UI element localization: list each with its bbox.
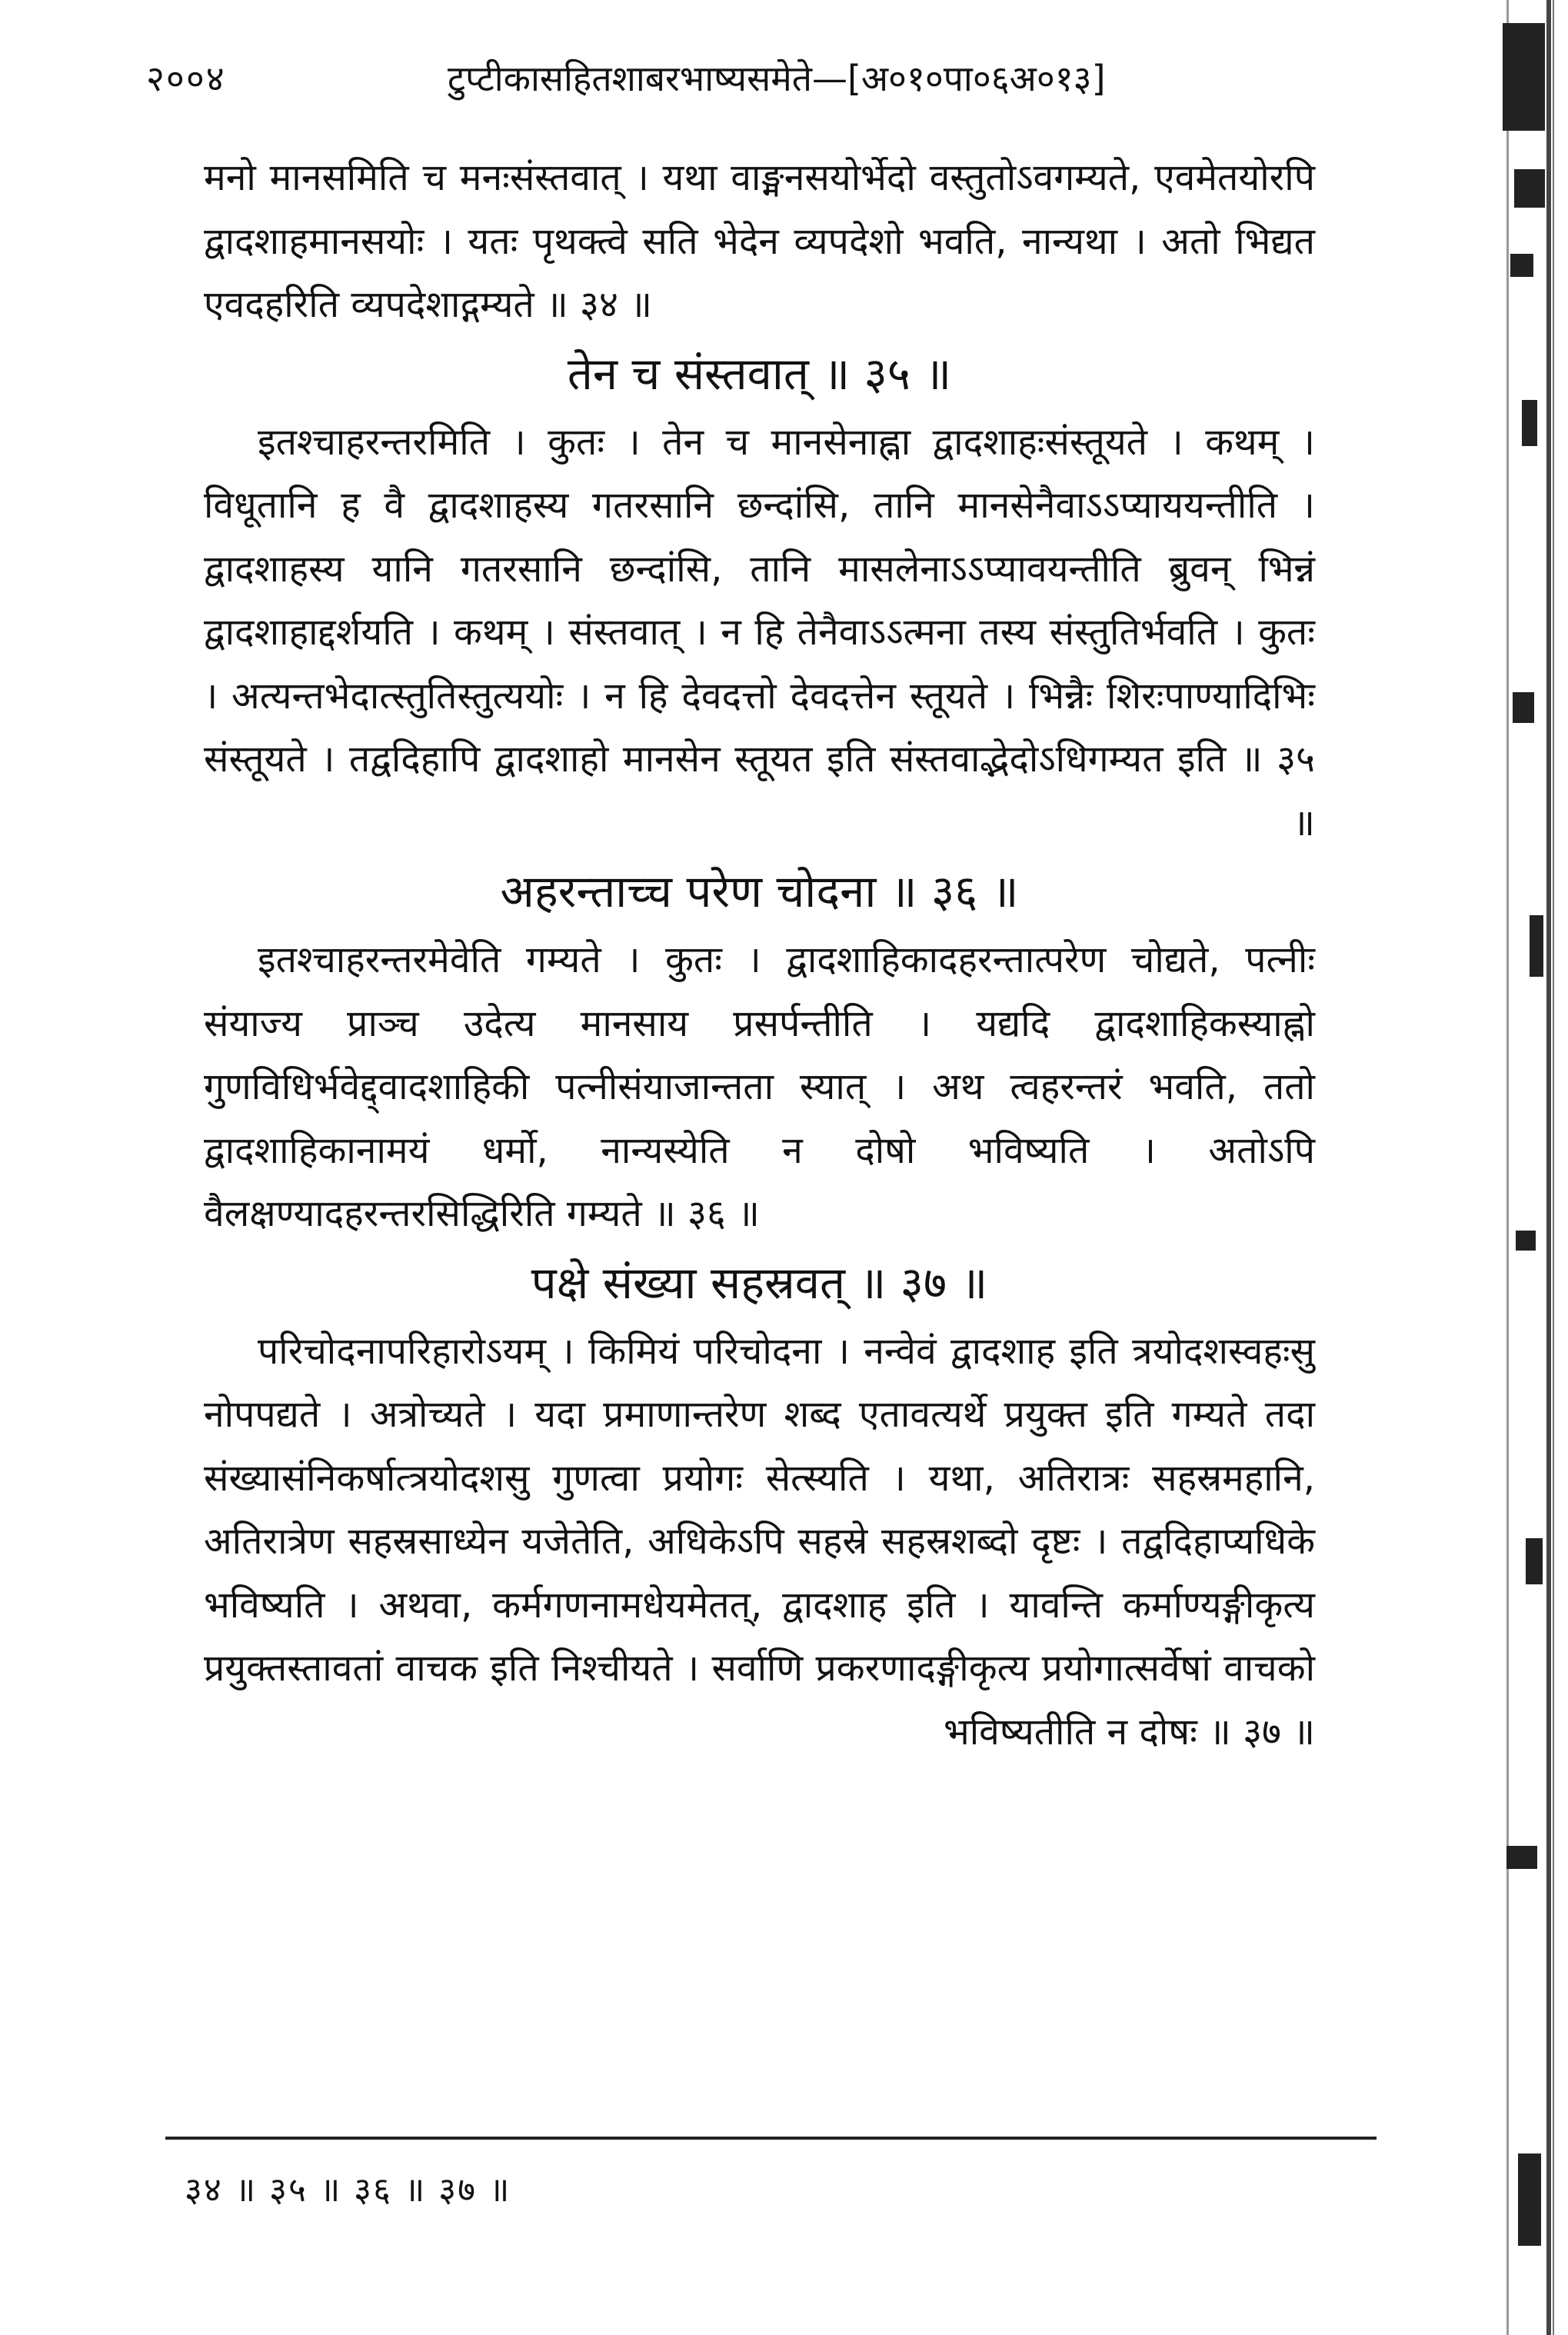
commentary-35: इतश्चाहरन्तरमिति । कुतः । तेन च मानसेनाह्ना द्वादशाहःसंस्तूयते । कथम् । विधूतानि ह वै द्वादशाहस्य गतरसानि छन्दांसि, तानि मानसेनैवाऽऽप्याययन्तीति । द्वादशाहस्य यानि गतरसानि छन्दांसि, तानि मासलेनाऽऽप्यावयन्तीति ब्रुवन् भिन्नं द्वादशाहाद्दर्शयति । कथम् । संस्तवात् । न हि तेनैवाऽऽत्मना तस्य संस्तुतिर्भवति । कुतः । अत्यन्तभेदात्स्तुतिस्तुत्ययोः । न हि देवदत्तो देवदत्तेन स्तूयते । भिन्नैः शिरःपाण्यादिभिः संस्तूयते । तद्वदिहापि द्वादशाहो मानसेन स्तूयत इति संस्तवाद्भेदोऽधिगम्यत इति ॥ ३५ ॥	[204, 420, 1315, 844]
page-body	[204, 146, 1315, 1764]
sutra-36: अहरन्ताच्च परेण चोदना ॥ ३६ ॥	[500, 865, 1019, 918]
sutra-35: तेन च संस्तवात् ॥ ३५ ॥	[567, 347, 952, 400]
footnote-rule	[165, 2137, 1377, 2140]
page-header	[146, 46, 1377, 115]
commentary-34-end: मनो मानसमिति च मनःसंस्तवात् । यथा वाङ्मनसयोर्भेदो वस्तुतोऽवगम्यते, एवमेतयोरपि द्वादशाहमानसयोः । यतः पृथक्त्वे सति भेदेन व्यपदेशो भवति, नान्यथा । अतो भिद्यत एवदहरिति व्यपदेशाद्गम्यते ॥ ३४ ॥	[204, 156, 1315, 326]
sutra-37: पक्षे संख्या सहस्रवत् ॥ ३७ ॥	[531, 1256, 988, 1309]
scan-edge-noise	[1499, 0, 1568, 2335]
commentary-37: परिचोदनापरिहारोऽयम् । किमियं परिचोदना । नन्वेवं द्वादशाह इति त्रयोदशस्वहःसु नोपपद्यते । अत्रोच्यते । यदा प्रमाणान्तरेण शब्द एतावत्यर्थे प्रयुक्त इति गम्यते तदा संख्यासंनिकर्षात्त्रयोदशसु गुणत्वा प्रयोगः सेत्स्यति । यथा, अतिरात्रः सहस्रमहानि, अतिरात्रेण सहस्रसाध्येन यजेतेति, अधिकेऽपि सहस्रे सहस्रशब्दो दृष्टः । तद्वदिहाप्यधिके भविष्यति । अथवा, कर्मगणनामधेयमेतत्, द्वादशाह इति । यावन्ति कर्माण्यङ्गीकृत्य प्रयुक्तस्तावतां वाचक इति निश्चीयते । सर्वाणि प्रकरणादङ्गीकृत्य प्रयोगात्सर्वेषां वाचको भविष्यतीति न दोषः ॥ ३७ ॥	[204, 1329, 1315, 1754]
commentary-36: इतश्चाहरन्तरमेवेति गम्यते । कुतः । द्वादशाहिकादहरन्तात्परेण चोद्यते, पत्नीः संयाज्य प्राञ्च उदेत्य मानसाय प्रसर्पन्तीति । यद्यदि द्वादशाहिकस्याह्नो गुणविधिर्भवेद्द्वादशाहिकी पत्नीसंयाजान्तता स्यात् । अथ त्वहरन्तरं भवति, ततो द्वादशाहिकानामयं धर्मो, नान्यस्येति न दोषो भविष्यति । अतोऽपि वैलक्षण्यादहरन्तरसिद्धिरिति गम्यते ॥ ३६ ॥	[204, 938, 1315, 1235]
footer-references: ३४ ॥ ३५ ॥ ३६ ॥ ३७ ॥	[185, 2170, 511, 2210]
page-number: २००४	[146, 58, 226, 99]
running-title: टुप्टीकासहितशाबरभाष्यसमेते—[अ०१०पा०६अ०१३]	[448, 58, 1106, 99]
